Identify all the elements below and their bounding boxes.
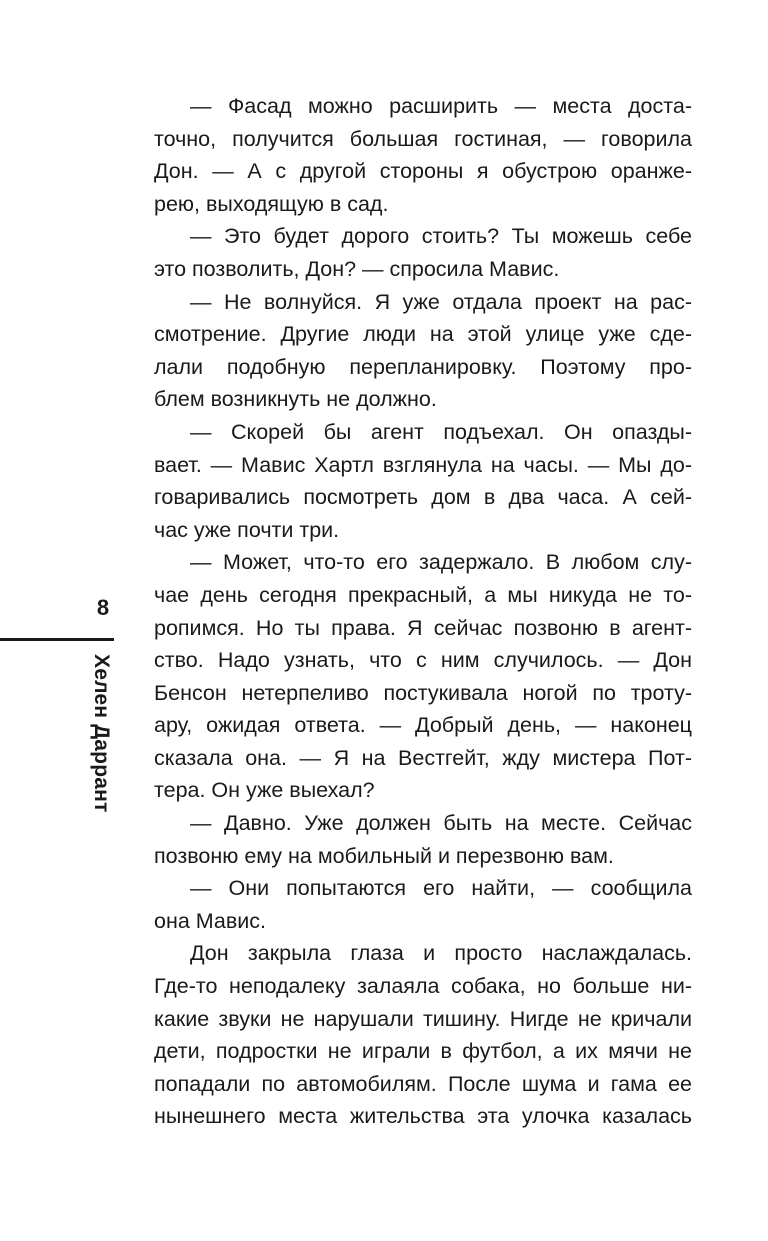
text-line: это позволить, Дон? — спросила Мавис. [154,256,560,281]
text-line: смотрение. Другие люди на этой улице уже сде- [154,322,692,347]
side-rule-divider [0,638,114,641]
text-line: Дон. — А с другой стороны я обустрою оранже- [154,159,692,184]
text-line: нынешнего места жительства эта улочка казалась [154,1104,692,1129]
text-line: чае день сегодня прекрасный, а мы никуда не то- [154,582,692,607]
text-line: лали подобную перепланировку. Поэтому про- [154,354,692,379]
text-line: какие звуки не нарушали тишину. Нигде не кричали [154,1006,692,1031]
text-line: дети, подростки не играли в футбол, а их мячи не [154,1039,692,1064]
text-line: — Давно. Уже должен быть на месте. Сейчас [190,811,692,836]
body-text [154,90,692,1133]
text-line: блем возникнуть не должно. [154,387,437,412]
text-line: — Скорей бы агент подъехал. Он опазды- [190,419,692,444]
text-line: ропимся. Но ты права. Я сейчас позвоню в агент- [154,615,692,640]
text-line: позвоню ему на мобильный и перезвоню вам. [154,843,614,868]
text-line: рею, выходящую в сад. [154,191,389,216]
text-line: — Не волнуйся. Я уже отдала проект на рас- [190,289,692,314]
running-head-author: Хелен Даррант [90,654,113,813]
page-number: 8 [96,595,110,620]
text-line: говаривались посмотреть дом в два часа. А сей- [154,485,692,510]
text-line: Дон закрыла глаза и просто наслаждалась. [190,941,692,966]
text-line: она Мавис. [154,908,267,933]
text-line: — Фасад можно расширить — места доста- [190,94,692,118]
text-line: тера. Он уже выехал? [154,778,375,803]
text-line: вает. — Мавис Хартл взглянула на часы. — Мы до- [154,452,692,477]
text-line: попадали по автомобилям. После шума и гама ее [154,1071,692,1096]
text-line: — Может, что-то его задержало. В любом слу- [190,550,692,575]
text-line: сказала она. — Я на Вестгейт, жду мистера Пот- [154,745,692,770]
text-line: точно, получится большая гостиная, — говорила [154,126,692,151]
text-line: час уже почти три. [154,517,340,542]
text-line: Бенсон нетерпеливо постукивала ногой по троту- [154,680,692,705]
text-line: ару, ожидая ответа. — Добрый день, — наконец [154,713,692,738]
text-line: Где-то неподалеку залаяла собака, но больше ни- [154,974,692,999]
text-line: ство. Надо узнать, что с ним случилось. — Дон [154,648,692,673]
text-line: — Это будет дорого стоить? Ты можешь себе [190,224,692,249]
text-line: — Они попытаются его найти, — сообщила [190,876,692,901]
